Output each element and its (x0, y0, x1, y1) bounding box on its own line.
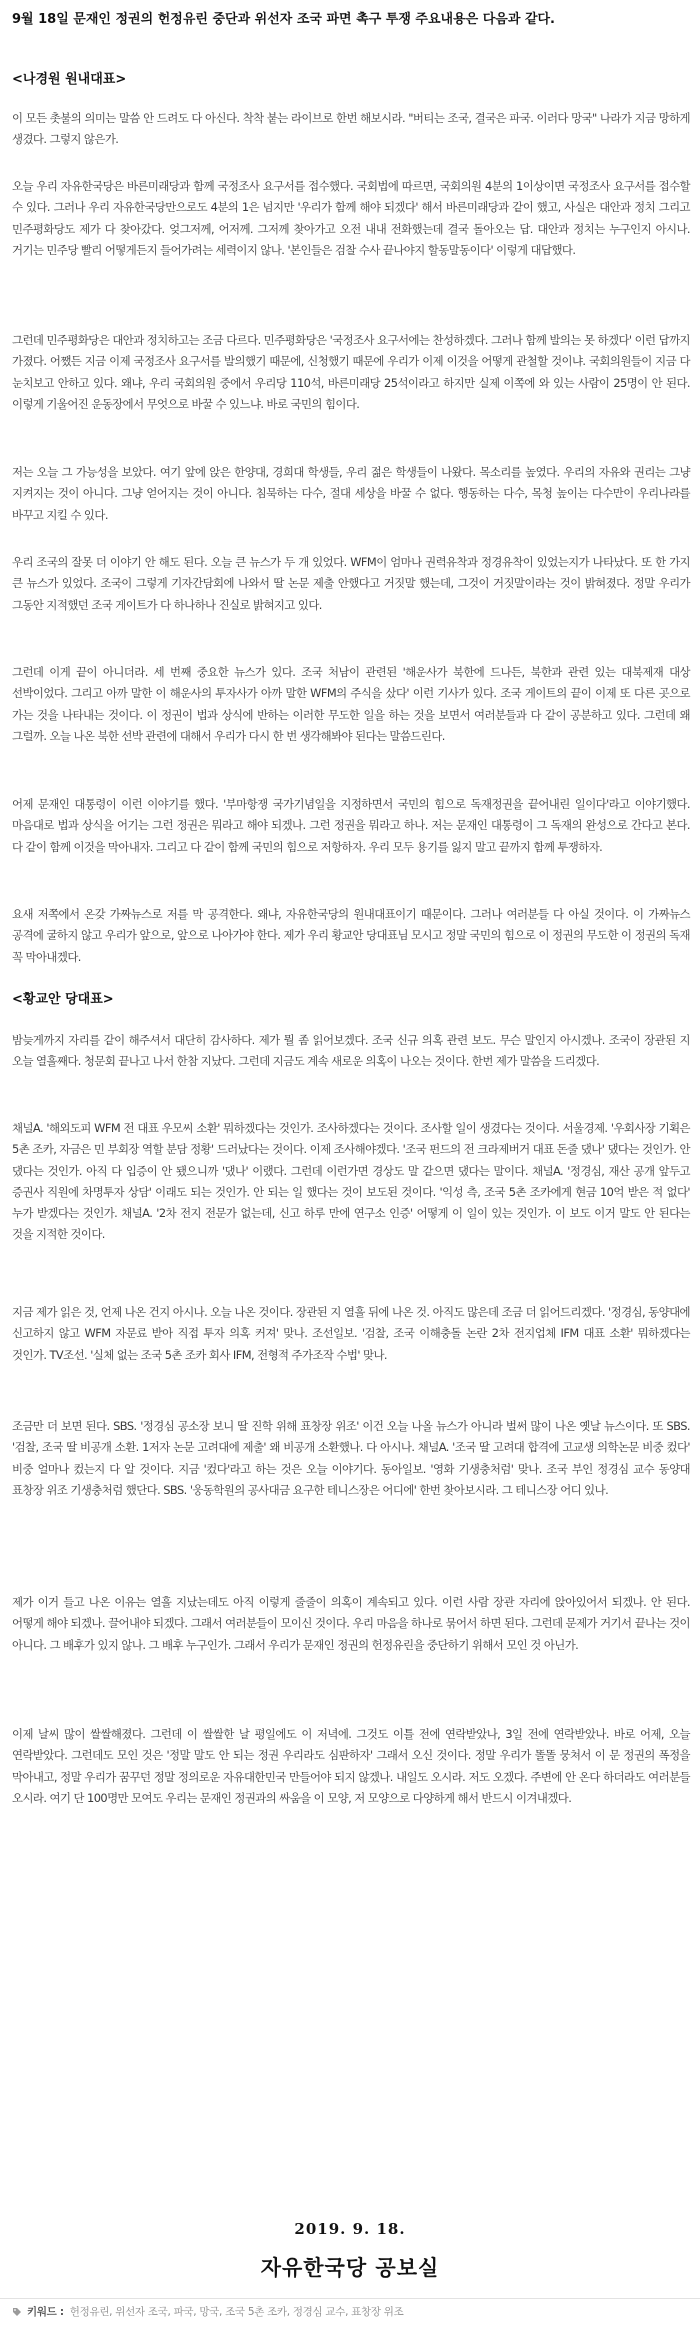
section-title-hwang: <황교안 당대표> (12, 992, 114, 1007)
paragraph: 우리 조국의 잘못 더 이야기 안 해도 된다. 오늘 큰 뉴스가 두 개 있었다. WFM이 엄마나 권력유착과 정경유착이 있었는지가 나타났다. 또 한 가지 큰 뉴스가 있었다. 조국이 그렇게 기자간담회에 나와서 딸 논문 제출 안했다고 거짓말 했는데, 그것이 거짓말이라는 것이 밝혀졌다. 정말 우리가 그동안 지적했던 조국 게이트가 다 하나하나 진실로 밝혀지고 있다. (12, 555, 690, 612)
paragraph: 이 모든 촛불의 의미는 말씀 안 드려도 다 아신다. 착착 붙는 라이브로 한번 해보시라. "버티는 조국, 결국은 파국. 이러다 망국" 나라가 지금 망하게 생겼다. 그렇지 않은가. (12, 111, 690, 147)
paragraph: 제가 이거 들고 나온 이유는 열흘 지났는데도 아직 이렇게 줄줄이 의혹이 계속되고 있다. 이런 사람 장관 자리에 앉아있어서 되겠나. 안 된다. 어떻게 해야 되겠나. 끌어내야 되겠다. 그래서 여러분들이 모이신 것이다. 우리 마음을 하나로 묶어서 하면 된다. 그런데 문제가 거기서 끝나는 것이 아니다. 그 배후가 있지 않나. 그 배후 누구인가. 그래서 우리가 문재인 정권의 헌정유린을 중단하기 위해서 모인 것 아닌가. (12, 1595, 690, 1652)
paragraph: 오늘 우리 자유한국당은 바른미래당과 함께 국정조사 요구서를 접수했다. 국회법에 따르면, 국회의원 4분의 1이상이면 국정조사 요구서를 접수할 수 있다. 그러나 우리 자유한국당만으로도 4분의 1은 넘지만 '우리가 함께 해야 되겠다' 해서 바른미래당과 같이 했고, 사실은 대안과 정치 그리고 민주평화당도 제가 다 찾아갔다. 엊그저께, 어저께. 그저께 찾아가고 오전 내내 전화했는데 결국 돌아오는 답. 대안과 정치는 누구인지 아시나. 거기는 민주당 빨리 어떻게든지 들어가려는 세력이지 않나. '본인들은 검찰 수사 끝나야지 할동말동이다' 이렇게 대답했다. (12, 179, 690, 257)
tag-icon (12, 2307, 22, 2317)
paragraph: 저는 오늘 그 가능성을 보았다. 여기 앞에 앉은 한양대, 경희대 학생들, 우리 젊은 학생들이 나왔다. 목소리를 높였다. 우리의 자유와 권리는 그냥 지켜지는 것이 아니다. 그냥 얻어지는 것이 아니다. 침묵하는 다수, 절대 세상을 바꿀 수 없다. 행동하는 다수, 목청 높이는 다수만이 우리나라를 바꾸고 지킬 수 있다. (12, 465, 690, 522)
issuing-office: 자유한국당 공보실 (260, 2256, 440, 2280)
headline: 9월 18일 문재인 정권의 헌정유린 중단과 위선자 조국 파면 촉구 투쟁 주요내용은 다음과 같다. (12, 12, 555, 27)
paragraph: 이제 날씨 많이 쌀쌀해졌다. 그런데 이 쌀쌀한 날 평일에도 이 저녁에. 그것도 이틀 전에 연락받았나, 3일 전에 연락받았나. 바로 어제, 오늘 연락받았다. 그런데도 모인 것은 '정말 말도 안 되는 정권 우리라도 심판하자' 그래서 오신 것이다. 정말 우리가 똘똘 뭉쳐서 이 문 정권의 폭정을 막아내고, 정말 우리가 꿈꾸던 정말 정의로운 자유대한민국 만들어야 되지 않겠나. 내일도 오시라. 저도 오겠다. 주변에 안 온다 하더라도 여러분들 오시라. 여기 단 100명만 모여도 우리는 문재인 정권과의 싸움을 이 모양, 저 모양으로 다양하게 해서 반드시 이겨내겠다. (12, 1727, 690, 1805)
paragraph: 밤늦게까지 자리를 같이 해주셔서 대단히 감사하다. 제가 뭘 좀 읽어보겠다. 조국 신규 의혹 관련 보도. 무슨 말인지 아시겠나. 조국이 장관된 지 오늘 열흘째다. 청문회 끝나고 나서 한참 지났다. 그런데 지금도 계속 새로운 의혹이 나오는 것이다. 한번 제가 말씀을 드리겠다. (12, 1033, 690, 1069)
paragraph: 어제 문재인 대통령이 이런 이야기를 했다. '부마항쟁 국가기념일을 지정하면서 국민의 힘으로 독재정권을 끝어내린 일이다'라고 이야기했다. 마음대로 법과 상식을 어기는 그런 정권은 뭐라고 해야 되겠나. 그런 정권을 뭐라고 하나. 저는 문재인 대통령이 그 독재의 완성으로 간다고 본다. 다 같이 함께 이것을 막아내자. 그리고 다 같이 함께 국민의 힘으로 저항하자. 우리 모두 용기를 잃지 말고 끝까지 함께 투쟁하자. (12, 797, 690, 854)
release-date: 2019. 9. 18. (294, 2220, 406, 2238)
paragraph: 그런데 민주평화당은 대안과 정치하고는 조금 다르다. 민주평화당은 '국정조사 요구서에는 찬성하겠다. 그러나 함께 발의는 못 하겠다' 이런 답까지 가졌다. 어쨌든 지금 이제 국정조사 요구서를 발의했기 때문에, 신청했기 때문에 우리가 이제 이것을 어떻게 관철할 것이냐. 국회의원들이 지금 다 눈치보고 안하고 있다. 왜냐, 우리 국회의원 중에서 우리당 110석, 바른미래당 25석이라고 하지만 실제 이쪽에 와 있는 사람이 25명이 안 된다. 이렇게 기울어진 운동장에서 무엇으로 바꿀 수 있느냐. 바로 국민의 힘이다. (12, 333, 690, 411)
keywords-list: 헌정유린, 위선자 조국, 파국, 망국, 조국 5촌 조카, 정경심 교수, 표창장 위조 (69, 2306, 404, 2318)
keywords-label: 키워드 : (27, 2306, 64, 2318)
keywords-bar (0, 2298, 700, 2324)
paragraph: 조금만 더 보면 된다. SBS. '정경심 공소장 보니 딸 진학 위해 표창장 위조' 이건 오늘 나올 뉴스가 아니라 벌써 많이 나온 옛날 뉴스이다. 또 SBS. '검찰, 조국 딸 비공개 소환. 1저자 논문 고려대에 제출' 왜 비공개 소환했나. 다 아시나. 채널A. '조국 딸 고려대 합격에 고교생 의학논문 비중 컸다' 비중 얼마나 컸는지 다 알 것이다. 지금 '컸다'라고 하는 것은 오늘 이야기다. 동아일보. '영화 기생충처럼' 맞나. 조국 부인 정경심 교수 동양대 표창장 위조 기생충처럼 했단다. SBS. '웅동학원의 공사대금 요구한 테니스장은 어디에' 한번 찾아보시라. 그 테니스장 어디 있나. (12, 1419, 690, 1497)
section-title-na: <나경원 원내대표> (12, 72, 127, 87)
paragraph: 그런데 이게 끝이 아니더라. 세 번째 중요한 뉴스가 있다. 조국 처남이 관련된 '해운사가 북한에 드나든, 북한과 관련 있는 대북제재 대상 선박이었다. 그리고 아까 말한 이 해운사의 투자사가 아까 말한 WFM의 주식을 샀다' 이런 기사가 있다. 조국 게이트의 끝이 이제 또 다른 곳으로 가는 것을 나타내는 것이다. 이 정권이 법과 상식에 반하는 이러한 무도한 일을 하는 것을 보면서 여러분들과 다 같이 공분하고 있다. 그런데 왜 그럴까. 오늘 나온 북한 선박 관련에 대해서 우리가 다시 한 번 생각해봐야 된다는 말씀드린다. (12, 665, 690, 743)
paragraph: 요새 저쪽에서 온갖 가짜뉴스로 저를 막 공격한다. 왜냐, 자유한국당의 원내대표이기 때문이다. 그러나 여러분들 다 아실 것이다. 이 가짜뉴스 공격에 굴하지 않고 우리가 앞으로, 앞으로 나아가야 한다. 제가 우리 황교안 당대표님 모시고 정말 국민의 힘으로 이 정권의 무도한 이 정권의 독재 꼭 막아내겠다. (12, 907, 690, 964)
paragraph: 채널A. '해외도피 WFM 전 대표 우모씨 소환' 뭐하겠다는 것인가. 조사하겠다는 것이다. 조사할 일이 생겼다는 것이다. 서울경제. '우회사장 기획은 5촌 조카, 자금은 민 부회장 역할 분담 정황' 드러났다는 것이다. 이제 조사해야겠다. '조국 펀드의 전 크라제버거 대표 돈줄 댔나' 댔다는 것인가. 안 댔다는 것인가. 아직 다 입증이 안 됐으니까 '댔나' 이랬다. 그런데 이런가면 경상도 말 같으면 댔다는 말이다. 채널A. '정경심, 재산 공개 앞두고 증권사 직원에 차명투자 상담' 이래도 되는 것인가. 안 되는 일 했다는 것이 보도된 것이다. '익성 측, 조국 5촌 조카에게 현금 10억 받은 적 없다' 누가 받겠다는 것인가. 채널A. '2차 전지 전문가 없는데, 신고 하루 만에 연구소 인증' 어떻게 이 일이 있는 것인가. 이 보도 이거 말도 안 된다는 것을 지적한 것이다. (12, 1121, 690, 1242)
paragraph: 지금 제가 읽은 것, 언제 나온 건지 아시나. 오늘 나온 것이다. 장관된 지 열흘 뒤에 나온 것. 아직도 많은데 조금 더 읽어드리겠다. '정경심, 동양대에 신고하지 않고 WFM 자문료 받아 직접 투자 의혹 커져' 맞나. 조선일보. '검찰, 조국 이해충돌 논란 2차 전지업체 IFM 대표 소환' 뭐하겠다는 것인가. TV조선. '실체 없는 조국 5촌 조카 회사 IFM, 전형적 주가조작 수법' 맞나. (12, 1305, 690, 1362)
